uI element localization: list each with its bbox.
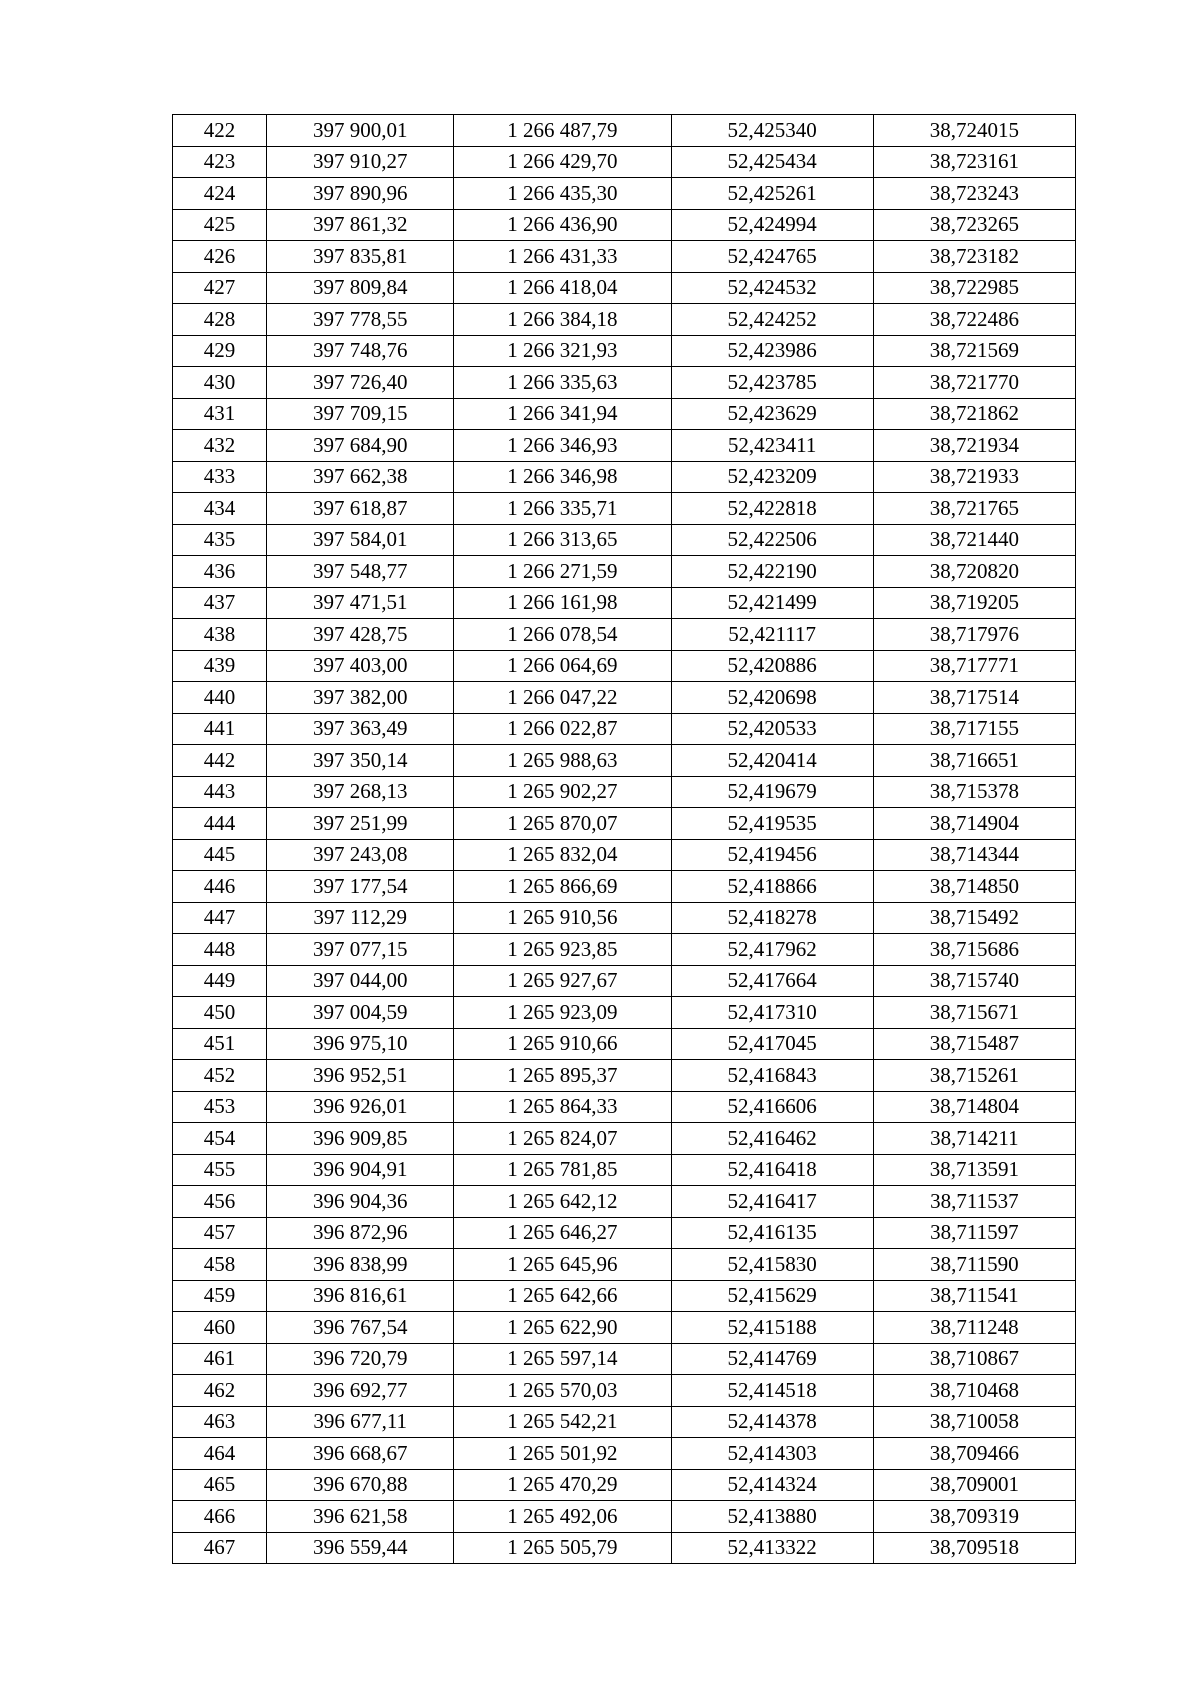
table-row <box>173 1123 1076 1155</box>
point-number-cell: 440 <box>173 682 267 714</box>
x-coordinate-cell: 396 692,77 <box>267 1375 454 1407</box>
latitude-cell: 52,417962 <box>671 934 873 966</box>
table-row <box>173 808 1076 840</box>
x-coordinate-cell: 397 910,27 <box>267 146 454 178</box>
y-coordinate-cell: 1 266 341,94 <box>454 398 671 430</box>
x-coordinate-cell: 397 890,96 <box>267 178 454 210</box>
x-coordinate-cell: 396 838,99 <box>267 1249 454 1281</box>
x-coordinate-cell: 397 112,29 <box>267 902 454 934</box>
table-row <box>173 1469 1076 1501</box>
table-row <box>173 1217 1076 1249</box>
y-coordinate-cell: 1 266 313,65 <box>454 524 671 556</box>
longitude-cell: 38,711597 <box>873 1217 1075 1249</box>
longitude-cell: 38,715487 <box>873 1028 1075 1060</box>
x-coordinate-cell: 396 872,96 <box>267 1217 454 1249</box>
y-coordinate-cell: 1 266 064,69 <box>454 650 671 682</box>
latitude-cell: 52,419456 <box>671 839 873 871</box>
point-number-cell: 443 <box>173 776 267 808</box>
longitude-cell: 38,715671 <box>873 997 1075 1029</box>
y-coordinate-cell: 1 266 436,90 <box>454 209 671 241</box>
latitude-cell: 52,414303 <box>671 1438 873 1470</box>
point-number-cell: 433 <box>173 461 267 493</box>
point-number-cell: 426 <box>173 241 267 273</box>
table-row <box>173 1438 1076 1470</box>
latitude-cell: 52,423209 <box>671 461 873 493</box>
table-row <box>173 524 1076 556</box>
table-row <box>173 1343 1076 1375</box>
table-row <box>173 335 1076 367</box>
point-number-cell: 461 <box>173 1343 267 1375</box>
x-coordinate-cell: 397 177,54 <box>267 871 454 903</box>
x-coordinate-cell: 397 471,51 <box>267 587 454 619</box>
y-coordinate-cell: 1 265 470,29 <box>454 1469 671 1501</box>
table-row <box>173 839 1076 871</box>
table-row <box>173 1312 1076 1344</box>
longitude-cell: 38,717976 <box>873 619 1075 651</box>
longitude-cell: 38,721440 <box>873 524 1075 556</box>
y-coordinate-cell: 1 265 597,14 <box>454 1343 671 1375</box>
table-row <box>173 1532 1076 1564</box>
latitude-cell: 52,417045 <box>671 1028 873 1060</box>
longitude-cell: 38,709518 <box>873 1532 1075 1564</box>
point-number-cell: 427 <box>173 272 267 304</box>
latitude-cell: 52,420533 <box>671 713 873 745</box>
x-coordinate-cell: 396 909,85 <box>267 1123 454 1155</box>
table-row <box>173 304 1076 336</box>
point-number-cell: 436 <box>173 556 267 588</box>
y-coordinate-cell: 1 265 542,21 <box>454 1406 671 1438</box>
longitude-cell: 38,711248 <box>873 1312 1075 1344</box>
table-row <box>173 1028 1076 1060</box>
point-number-cell: 429 <box>173 335 267 367</box>
x-coordinate-cell: 396 668,67 <box>267 1438 454 1470</box>
longitude-cell: 38,715378 <box>873 776 1075 808</box>
point-number-cell: 451 <box>173 1028 267 1060</box>
x-coordinate-cell: 397 428,75 <box>267 619 454 651</box>
longitude-cell: 38,717155 <box>873 713 1075 745</box>
latitude-cell: 52,414769 <box>671 1343 873 1375</box>
x-coordinate-cell: 397 382,00 <box>267 682 454 714</box>
latitude-cell: 52,420414 <box>671 745 873 777</box>
point-number-cell: 445 <box>173 839 267 871</box>
y-coordinate-cell: 1 265 505,79 <box>454 1532 671 1564</box>
latitude-cell: 52,425261 <box>671 178 873 210</box>
y-coordinate-cell: 1 265 501,92 <box>454 1438 671 1470</box>
table-row <box>173 902 1076 934</box>
point-number-cell: 431 <box>173 398 267 430</box>
y-coordinate-cell: 1 265 866,69 <box>454 871 671 903</box>
latitude-cell: 52,416135 <box>671 1217 873 1249</box>
longitude-cell: 38,722985 <box>873 272 1075 304</box>
point-number-cell: 450 <box>173 997 267 1029</box>
x-coordinate-cell: 397 243,08 <box>267 839 454 871</box>
latitude-cell: 52,420698 <box>671 682 873 714</box>
point-number-cell: 434 <box>173 493 267 525</box>
latitude-cell: 52,424765 <box>671 241 873 273</box>
table-row <box>173 398 1076 430</box>
x-coordinate-cell: 396 621,58 <box>267 1501 454 1533</box>
x-coordinate-cell: 397 251,99 <box>267 808 454 840</box>
longitude-cell: 38,719205 <box>873 587 1075 619</box>
x-coordinate-cell: 396 720,79 <box>267 1343 454 1375</box>
longitude-cell: 38,722486 <box>873 304 1075 336</box>
longitude-cell: 38,713591 <box>873 1154 1075 1186</box>
x-coordinate-cell: 397 584,01 <box>267 524 454 556</box>
x-coordinate-cell: 397 004,59 <box>267 997 454 1029</box>
y-coordinate-cell: 1 265 923,85 <box>454 934 671 966</box>
longitude-cell: 38,709466 <box>873 1438 1075 1470</box>
x-coordinate-cell: 397 044,00 <box>267 965 454 997</box>
y-coordinate-cell: 1 265 570,03 <box>454 1375 671 1407</box>
point-number-cell: 430 <box>173 367 267 399</box>
point-number-cell: 449 <box>173 965 267 997</box>
table-row <box>173 965 1076 997</box>
y-coordinate-cell: 1 266 346,93 <box>454 430 671 462</box>
latitude-cell: 52,423986 <box>671 335 873 367</box>
latitude-cell: 52,417310 <box>671 997 873 1029</box>
latitude-cell: 52,424252 <box>671 304 873 336</box>
longitude-cell: 38,715261 <box>873 1060 1075 1092</box>
latitude-cell: 52,416606 <box>671 1091 873 1123</box>
table-row <box>173 272 1076 304</box>
latitude-cell: 52,418866 <box>671 871 873 903</box>
latitude-cell: 52,423785 <box>671 367 873 399</box>
longitude-cell: 38,711590 <box>873 1249 1075 1281</box>
y-coordinate-cell: 1 265 642,66 <box>454 1280 671 1312</box>
y-coordinate-cell: 1 265 923,09 <box>454 997 671 1029</box>
point-number-cell: 456 <box>173 1186 267 1218</box>
point-number-cell: 439 <box>173 650 267 682</box>
table-row <box>173 619 1076 651</box>
y-coordinate-cell: 1 266 047,22 <box>454 682 671 714</box>
table-row <box>173 1501 1076 1533</box>
x-coordinate-cell: 397 268,13 <box>267 776 454 808</box>
longitude-cell: 38,715686 <box>873 934 1075 966</box>
latitude-cell: 52,415830 <box>671 1249 873 1281</box>
latitude-cell: 52,422506 <box>671 524 873 556</box>
table-row <box>173 1091 1076 1123</box>
y-coordinate-cell: 1 266 418,04 <box>454 272 671 304</box>
x-coordinate-cell: 396 559,44 <box>267 1532 454 1564</box>
y-coordinate-cell: 1 266 161,98 <box>454 587 671 619</box>
y-coordinate-cell: 1 265 895,37 <box>454 1060 671 1092</box>
table-row <box>173 650 1076 682</box>
y-coordinate-cell: 1 265 824,07 <box>454 1123 671 1155</box>
latitude-cell: 52,424532 <box>671 272 873 304</box>
y-coordinate-cell: 1 265 988,63 <box>454 745 671 777</box>
latitude-cell: 52,421499 <box>671 587 873 619</box>
y-coordinate-cell: 1 265 927,67 <box>454 965 671 997</box>
y-coordinate-cell: 1 266 335,71 <box>454 493 671 525</box>
y-coordinate-cell: 1 265 910,66 <box>454 1028 671 1060</box>
latitude-cell: 52,425434 <box>671 146 873 178</box>
longitude-cell: 38,711537 <box>873 1186 1075 1218</box>
x-coordinate-cell: 397 684,90 <box>267 430 454 462</box>
x-coordinate-cell: 397 809,84 <box>267 272 454 304</box>
point-number-cell: 463 <box>173 1406 267 1438</box>
longitude-cell: 38,714850 <box>873 871 1075 903</box>
point-number-cell: 422 <box>173 115 267 147</box>
longitude-cell: 38,721933 <box>873 461 1075 493</box>
x-coordinate-cell: 397 748,76 <box>267 335 454 367</box>
latitude-cell: 52,419535 <box>671 808 873 840</box>
point-number-cell: 458 <box>173 1249 267 1281</box>
y-coordinate-cell: 1 265 646,27 <box>454 1217 671 1249</box>
x-coordinate-cell: 396 677,11 <box>267 1406 454 1438</box>
table-row <box>173 146 1076 178</box>
longitude-cell: 38,715740 <box>873 965 1075 997</box>
longitude-cell: 38,714211 <box>873 1123 1075 1155</box>
x-coordinate-cell: 396 952,51 <box>267 1060 454 1092</box>
table-row <box>173 1186 1076 1218</box>
longitude-cell: 38,720820 <box>873 556 1075 588</box>
table-row <box>173 1060 1076 1092</box>
point-number-cell: 454 <box>173 1123 267 1155</box>
latitude-cell: 52,416843 <box>671 1060 873 1092</box>
y-coordinate-cell: 1 265 902,27 <box>454 776 671 808</box>
x-coordinate-cell: 397 403,00 <box>267 650 454 682</box>
latitude-cell: 52,416418 <box>671 1154 873 1186</box>
x-coordinate-cell: 397 778,55 <box>267 304 454 336</box>
table-row <box>173 1406 1076 1438</box>
y-coordinate-cell: 1 265 832,04 <box>454 839 671 871</box>
point-number-cell: 464 <box>173 1438 267 1470</box>
longitude-cell: 38,710468 <box>873 1375 1075 1407</box>
point-number-cell: 441 <box>173 713 267 745</box>
longitude-cell: 38,709001 <box>873 1469 1075 1501</box>
longitude-cell: 38,709319 <box>873 1501 1075 1533</box>
y-coordinate-cell: 1 266 271,59 <box>454 556 671 588</box>
longitude-cell: 38,717771 <box>873 650 1075 682</box>
table-row <box>173 115 1076 147</box>
latitude-cell: 52,424994 <box>671 209 873 241</box>
x-coordinate-cell: 396 670,88 <box>267 1469 454 1501</box>
latitude-cell: 52,423629 <box>671 398 873 430</box>
latitude-cell: 52,415629 <box>671 1280 873 1312</box>
longitude-cell: 38,721770 <box>873 367 1075 399</box>
point-number-cell: 465 <box>173 1469 267 1501</box>
point-number-cell: 444 <box>173 808 267 840</box>
latitude-cell: 52,417664 <box>671 965 873 997</box>
latitude-cell: 52,416462 <box>671 1123 873 1155</box>
table-row <box>173 934 1076 966</box>
table-row <box>173 178 1076 210</box>
point-number-cell: 425 <box>173 209 267 241</box>
y-coordinate-cell: 1 266 487,79 <box>454 115 671 147</box>
point-number-cell: 457 <box>173 1217 267 1249</box>
latitude-cell: 52,423411 <box>671 430 873 462</box>
latitude-cell: 52,419679 <box>671 776 873 808</box>
longitude-cell: 38,723243 <box>873 178 1075 210</box>
y-coordinate-cell: 1 266 346,98 <box>454 461 671 493</box>
x-coordinate-cell: 397 077,15 <box>267 934 454 966</box>
x-coordinate-cell: 397 618,87 <box>267 493 454 525</box>
point-number-cell: 442 <box>173 745 267 777</box>
x-coordinate-cell: 396 767,54 <box>267 1312 454 1344</box>
y-coordinate-cell: 1 265 642,12 <box>454 1186 671 1218</box>
y-coordinate-cell: 1 266 429,70 <box>454 146 671 178</box>
table-row <box>173 1375 1076 1407</box>
x-coordinate-cell: 396 816,61 <box>267 1280 454 1312</box>
longitude-cell: 38,721862 <box>873 398 1075 430</box>
longitude-cell: 38,724015 <box>873 115 1075 147</box>
point-number-cell: 467 <box>173 1532 267 1564</box>
table-row <box>173 776 1076 808</box>
table-row <box>173 430 1076 462</box>
y-coordinate-cell: 1 266 022,87 <box>454 713 671 745</box>
table-row <box>173 713 1076 745</box>
x-coordinate-cell: 397 548,77 <box>267 556 454 588</box>
table-row <box>173 241 1076 273</box>
x-coordinate-cell: 397 835,81 <box>267 241 454 273</box>
point-number-cell: 452 <box>173 1060 267 1092</box>
latitude-cell: 52,420886 <box>671 650 873 682</box>
table-row <box>173 1154 1076 1186</box>
latitude-cell: 52,413322 <box>671 1532 873 1564</box>
longitude-cell: 38,721765 <box>873 493 1075 525</box>
table-row <box>173 556 1076 588</box>
x-coordinate-cell: 396 904,36 <box>267 1186 454 1218</box>
longitude-cell: 38,723161 <box>873 146 1075 178</box>
x-coordinate-cell: 397 363,49 <box>267 713 454 745</box>
x-coordinate-cell: 397 350,14 <box>267 745 454 777</box>
longitude-cell: 38,717514 <box>873 682 1075 714</box>
point-number-cell: 448 <box>173 934 267 966</box>
point-number-cell: 428 <box>173 304 267 336</box>
y-coordinate-cell: 1 265 864,33 <box>454 1091 671 1123</box>
y-coordinate-cell: 1 265 645,96 <box>454 1249 671 1281</box>
latitude-cell: 52,422190 <box>671 556 873 588</box>
latitude-cell: 52,415188 <box>671 1312 873 1344</box>
y-coordinate-cell: 1 265 492,06 <box>454 1501 671 1533</box>
point-number-cell: 446 <box>173 871 267 903</box>
latitude-cell: 52,425340 <box>671 115 873 147</box>
y-coordinate-cell: 1 265 910,56 <box>454 902 671 934</box>
y-coordinate-cell: 1 265 622,90 <box>454 1312 671 1344</box>
latitude-cell: 52,413880 <box>671 1501 873 1533</box>
x-coordinate-cell: 397 900,01 <box>267 115 454 147</box>
x-coordinate-cell: 397 726,40 <box>267 367 454 399</box>
table-row <box>173 745 1076 777</box>
latitude-cell: 52,414324 <box>671 1469 873 1501</box>
point-number-cell: 453 <box>173 1091 267 1123</box>
table-row <box>173 493 1076 525</box>
y-coordinate-cell: 1 266 431,33 <box>454 241 671 273</box>
y-coordinate-cell: 1 266 435,30 <box>454 178 671 210</box>
table-row <box>173 209 1076 241</box>
point-number-cell: 459 <box>173 1280 267 1312</box>
x-coordinate-cell: 397 709,15 <box>267 398 454 430</box>
y-coordinate-cell: 1 265 870,07 <box>454 808 671 840</box>
table-row <box>173 587 1076 619</box>
longitude-cell: 38,721934 <box>873 430 1075 462</box>
coordinates-table-body <box>173 115 1076 1564</box>
point-number-cell: 432 <box>173 430 267 462</box>
table-row <box>173 997 1076 1029</box>
latitude-cell: 52,414378 <box>671 1406 873 1438</box>
point-number-cell: 423 <box>173 146 267 178</box>
y-coordinate-cell: 1 265 781,85 <box>454 1154 671 1186</box>
longitude-cell: 38,710867 <box>873 1343 1075 1375</box>
y-coordinate-cell: 1 266 078,54 <box>454 619 671 651</box>
latitude-cell: 52,421117 <box>671 619 873 651</box>
x-coordinate-cell: 397 861,32 <box>267 209 454 241</box>
longitude-cell: 38,714344 <box>873 839 1075 871</box>
longitude-cell: 38,714904 <box>873 808 1075 840</box>
point-number-cell: 424 <box>173 178 267 210</box>
point-number-cell: 460 <box>173 1312 267 1344</box>
x-coordinate-cell: 396 975,10 <box>267 1028 454 1060</box>
x-coordinate-cell: 397 662,38 <box>267 461 454 493</box>
table-row <box>173 1280 1076 1312</box>
table-row <box>173 1249 1076 1281</box>
y-coordinate-cell: 1 266 384,18 <box>454 304 671 336</box>
longitude-cell: 38,723265 <box>873 209 1075 241</box>
x-coordinate-cell: 396 926,01 <box>267 1091 454 1123</box>
x-coordinate-cell: 396 904,91 <box>267 1154 454 1186</box>
longitude-cell: 38,715492 <box>873 902 1075 934</box>
coordinates-table <box>172 114 1076 1564</box>
y-coordinate-cell: 1 266 335,63 <box>454 367 671 399</box>
table-row <box>173 461 1076 493</box>
latitude-cell: 52,418278 <box>671 902 873 934</box>
longitude-cell: 38,710058 <box>873 1406 1075 1438</box>
longitude-cell: 38,723182 <box>873 241 1075 273</box>
point-number-cell: 466 <box>173 1501 267 1533</box>
table-row <box>173 367 1076 399</box>
longitude-cell: 38,716651 <box>873 745 1075 777</box>
latitude-cell: 52,422818 <box>671 493 873 525</box>
point-number-cell: 437 <box>173 587 267 619</box>
longitude-cell: 38,714804 <box>873 1091 1075 1123</box>
point-number-cell: 462 <box>173 1375 267 1407</box>
table-row <box>173 682 1076 714</box>
y-coordinate-cell: 1 266 321,93 <box>454 335 671 367</box>
longitude-cell: 38,721569 <box>873 335 1075 367</box>
longitude-cell: 38,711541 <box>873 1280 1075 1312</box>
latitude-cell: 52,416417 <box>671 1186 873 1218</box>
point-number-cell: 438 <box>173 619 267 651</box>
table-row <box>173 871 1076 903</box>
point-number-cell: 435 <box>173 524 267 556</box>
point-number-cell: 447 <box>173 902 267 934</box>
point-number-cell: 455 <box>173 1154 267 1186</box>
latitude-cell: 52,414518 <box>671 1375 873 1407</box>
